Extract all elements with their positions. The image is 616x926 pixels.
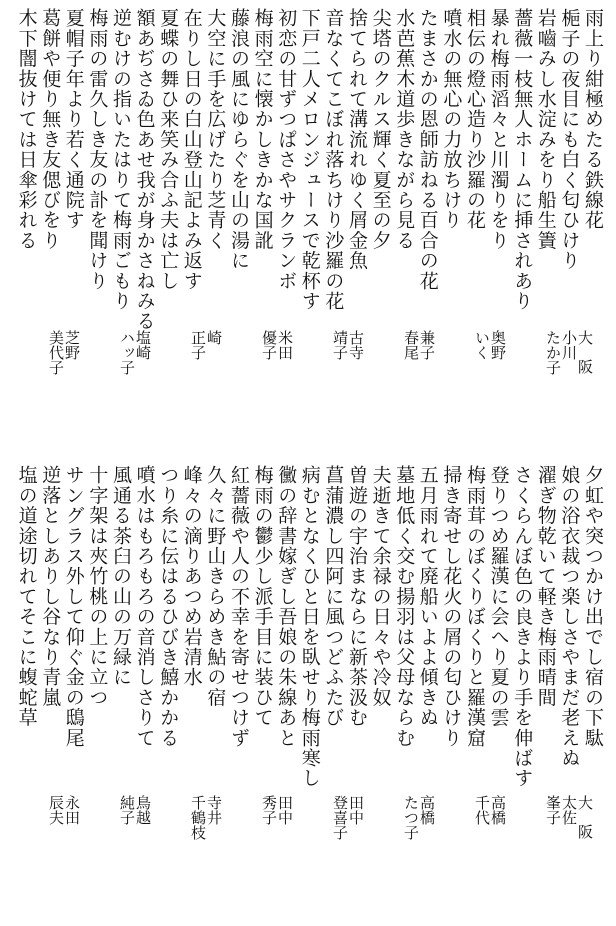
author-family-name: 米田 [276,330,294,360]
haiku-line: 夏帽子年より若く通院す [62,8,85,231]
haiku-line: 塩の道途切れてそこに蝮蛇草 [15,465,38,728]
author-credit [545,330,593,388]
author-region: 大阪 [576,795,594,853]
author-family-name: 太佐 [560,795,578,825]
author-family-name: 崎 [205,330,223,345]
haiku-line: 夏蝶の舞ひ来笑み合ふ夫は亡し [157,8,180,291]
author-given-name: 峯子 [544,795,562,825]
author-given-name: 千鶴枝 [189,795,207,840]
author-family-name: 高橋 [418,795,436,825]
haiku-line: 墓地低く交む揚羽は父母ならむ [393,465,416,748]
author-family-name: 寺井 [205,795,223,825]
author-given-name: 春尾 [402,330,420,360]
haiku-line: 夫逝きて余禄の日々や冷奴 [369,465,392,708]
haiku-line: 濯ぎ物乾いて軽き梅雨晴間 [534,465,557,708]
haiku-line: 病むとなくひと日を臥せり梅雨寒し [298,465,321,789]
author-given-name: 千代 [473,795,491,825]
haiku-line: 藤浪の風にゆらぐを山の湯に [228,8,250,271]
haiku-line: 岩嚙みし水淀みをり船生簀 [534,8,557,251]
haiku-line: たまさかの恩師訪ねる百合の花 [416,8,439,291]
author-given-name: 秀子 [260,795,278,825]
author-credit [332,795,364,857]
author-credit [545,795,593,853]
haiku-line: 雨上り紺極めたる鉄線花 [582,8,604,231]
author-credit [403,330,435,392]
haiku-line: 下戸二人メロンジュースで乾杯す [298,8,321,311]
haiku-line: 噴水はもろもろの音消しさりて [133,465,156,748]
author-given-name: たか子 [544,330,562,375]
author-given-name: 美代子 [47,330,65,375]
author-given-name: 靖子 [331,330,349,360]
author-family-name: 奥野 [489,330,507,360]
haiku-line: 掃き寄せし花火の屑の匂ひけり [440,465,463,748]
author-family-name: 芝野 [63,330,81,360]
author-region: 大阪 [576,330,594,388]
author-credit [190,330,222,402]
haiku-line: 十字架は夾竹桃の上に立つ [86,465,109,708]
author-given-name: 純子 [118,795,136,825]
author-family-name: 田中 [276,795,294,825]
haiku-line: 風通る茶臼の山の万緑に [110,465,132,688]
haiku-line: 娘の浴衣裁つ楽しさやまだ老えぬ [558,465,581,768]
haiku-line: 黴の辞書嫁ぎし吾娘の朱線あと [275,465,298,748]
haiku-line: 逆落としありし谷なり青嵐 [39,465,62,708]
haiku-line: 夕虹や突つかけ出でし宿の下駄 [582,465,604,748]
haiku-line: 五月雨れて廃船いよよ傾きぬ [416,465,439,728]
author-credit [474,330,506,392]
author-family-name: 田中 [347,795,365,825]
haiku-line: 水芭蕉木道歩きながら見る [393,8,416,251]
author-family-name: 永田 [63,795,81,825]
author-family-name: 兼子 [418,330,436,360]
haiku-line: 逆むけの指いたはりて梅雨ごもり [110,8,132,311]
haiku-line: 噴水の無心の力放ちけり [440,8,463,231]
haiku-line: さくらんぼ色の良きより手を伸ばす [511,465,534,789]
haiku-line: 梅雨空に懐かしきかな国訛 [251,8,274,251]
author-credit [48,795,80,857]
haiku-line: 梔子の夜目にも白く匂ひけり [558,8,581,271]
haiku-line: 登りつめ羅漢に会へり夏の雲 [487,465,510,728]
author-credit [261,795,293,857]
haiku-line: 尖塔のクルス輝く夏至の夕 [369,8,392,251]
author-given-name: いく [473,330,491,360]
haiku-line: 峰々の滴りあつめ岩清水 [180,465,203,688]
author-credit [119,330,151,392]
author-family-name: 鳥越 [134,795,152,825]
author-family-name: 古寺 [347,330,365,360]
author-given-name: 登喜子 [331,795,349,840]
author-credit [403,795,435,857]
haiku-line: 久々に野山きらめき鮎の宿 [204,465,227,708]
haiku-line: 額あぢさゐ色あせ我が身かさねみる [133,8,156,332]
haiku-line: 梅雨の鬱少し派手目に装ひて [251,465,274,728]
haiku-line: 暴れ梅雨滔々と川濁りをり [487,8,510,251]
author-credit [332,330,364,392]
haiku-line: 菖蒲濃し四阿に風つどふたび [322,465,345,728]
haiku-line: 紅薔薇や人の不幸を寄せつけず [228,465,250,748]
author-given-name: 辰夫 [47,795,65,825]
haiku-line: 音なくてこぼれ落ちけり沙羅の花 [322,8,345,311]
haiku-line: 梅雨の雷久しき友の訃を聞けり [86,8,109,291]
haiku-line: 薔薇一枝無人ホームに挿されあり [511,8,534,311]
haiku-line: つり糸に伝はるひびき鱚かかる [157,465,180,748]
haiku-line: 梅雨茸のぼくりぼくりと羅漢窟 [464,465,486,748]
haiku-line: 相伝の燈心造り沙羅の花 [464,8,486,231]
haiku-line: サングラス外して仰ぐ金の鴟尾 [62,465,85,748]
author-given-name: 正子 [189,330,207,360]
author-credit [261,330,293,392]
author-given-name: たつ子 [402,795,420,840]
author-credit [119,795,151,857]
haiku-line: 捨てられて溝流れゆく屑金魚 [346,8,368,271]
author-family-name: 小川 [560,330,578,360]
haiku-line: 曽遊の宇治まならに新茶汲む [346,465,368,728]
haiku-line: 在りし日の白山登山記よみ返す [180,8,203,291]
author-credit [48,330,80,392]
author-credit [190,795,222,857]
haiku-line: 大空に手を広げたり芝青く [204,8,227,251]
author-family-name: 高橋 [489,795,507,825]
haiku-line: 木下闇抜けては日傘彩れる [15,8,38,251]
haiku-line: 葛餅や便り無き友偲びをり [39,8,62,251]
haiku-line: 初恋の甘ずつぱさやサクランボ [275,8,298,291]
author-credit [474,795,506,857]
author-given-name: 優子 [260,330,278,360]
author-given-name: ハッ子 [118,330,136,375]
author-family-name: 塩崎 [134,330,152,360]
